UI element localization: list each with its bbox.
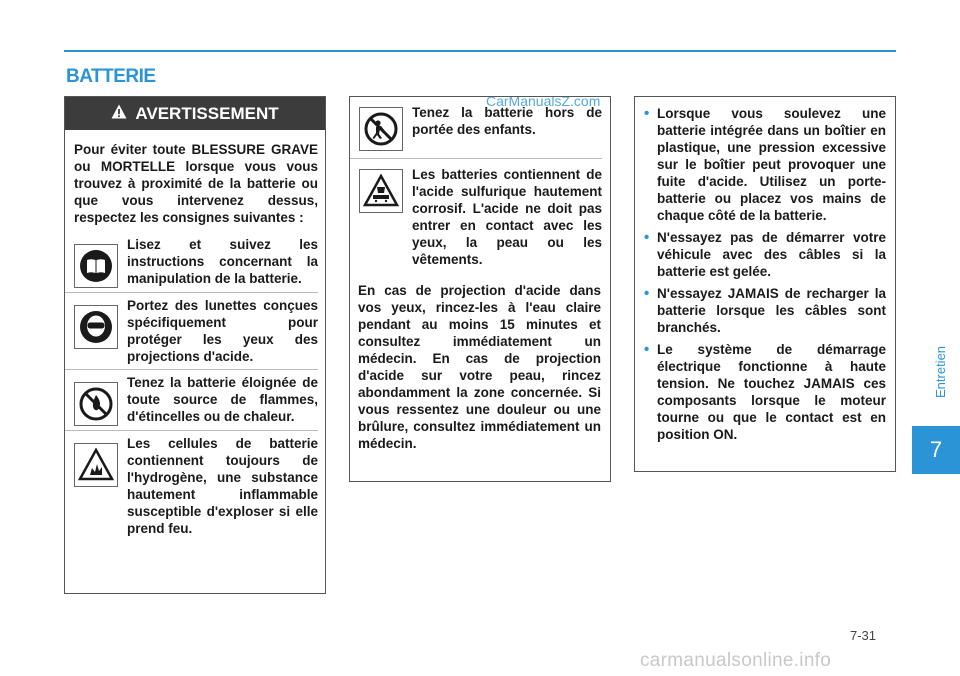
warning-item bbox=[65, 292, 318, 369]
section-title: BATTERIE bbox=[66, 66, 156, 87]
header-rule bbox=[64, 50, 896, 52]
children-acid-box bbox=[349, 96, 611, 482]
middle-item-text: Les batteries contiennent de l'acide sulfurique hautement corrosif. L'acide ne doit pas entrer en contact avec les yeux, la peau ou les vêtements. bbox=[412, 167, 602, 267]
watermark-bottom: carmanualsonline.info bbox=[640, 650, 832, 671]
middle-item bbox=[350, 158, 602, 275]
precaution-item: • N'essayez pas de démarrer votre véhicule avec des câbles si la batterie est gelée. bbox=[644, 229, 886, 280]
manual-book-icon bbox=[74, 244, 118, 288]
precaution-item: • Lorsque vous soulevez une batterie intégrée dans un boîtier en plastique, une pression excessive sur le boîtier peut provoquer une fuite d'acide. Utilisez un porte-batterie ou placez vos mains de chaque côté de la batterie. bbox=[644, 105, 886, 224]
warning-item bbox=[65, 369, 318, 430]
warning-intro: Pour éviter toute BLESSURE GRAVE ou MORTELLE lorsque vous vous trouvez à proximité de la batterie ou que vous intervenez dessus, respectez les consignes suivantes : bbox=[74, 142, 318, 225]
page-number: 7-31 bbox=[850, 628, 877, 643]
acid-first-aid-text: En cas de projection d'acide dans vos yeux, rincez-les à l'eau claire pendant au moins 15 minutes et consultez immédiatement un médecin. En cas de projection d'acide sur votre peau, rincez abondamment la zone concernée. Si vous ressentez une douleur ou une brûlure, consultez immédiatement un médecin. bbox=[358, 283, 601, 451]
precaution-item: • N'essayez JAMAIS de recharger la batterie lorsque les câbles sont branchés. bbox=[644, 285, 886, 336]
handling-precautions-box bbox=[634, 96, 896, 472]
middle-item bbox=[350, 97, 602, 158]
warning-item-text: Tenez la batterie éloignée de toute source de flammes, d'étincelles ou de chaleur. bbox=[127, 375, 318, 424]
chapter-tab: 7 bbox=[912, 426, 960, 474]
explosion-warning-icon bbox=[74, 443, 118, 487]
watermark-top: CarManualsZ.com bbox=[486, 93, 601, 109]
warning-item bbox=[65, 232, 318, 292]
warning-box bbox=[64, 96, 326, 594]
middle-item-text: Tenez la batterie hors de portée des enfants. bbox=[412, 105, 602, 137]
precaution-item: • Le système de démarrage électrique fonctionne à haute tension. Ne touchez JAMAIS ces composants lorsque le moteur tourne ou que le contact est en position ON. bbox=[644, 341, 886, 443]
no-flame-icon bbox=[74, 382, 118, 426]
precautions-list bbox=[644, 105, 886, 443]
warning-item-text: Portez des lunettes conçues spécifiquement pour protéger les yeux des projections d'acide. bbox=[127, 298, 318, 364]
warning-item-text: Les cellules de batterie contiennent toujours de l'hydrogène, une substance hautement inflammable susceptible d'exploser si elle prend feu. bbox=[127, 436, 318, 536]
corrosive-warning-icon bbox=[359, 169, 403, 213]
warning-item-text: Lisez et suivez les instructions concernant la manipulation de la batterie. bbox=[127, 237, 318, 286]
safety-goggles-icon bbox=[74, 305, 118, 349]
warning-header bbox=[65, 97, 325, 130]
warning-item bbox=[65, 430, 318, 541]
warning-title: AVERTISSEMENT bbox=[135, 103, 279, 123]
warning-triangle-icon bbox=[111, 104, 127, 123]
keep-away-children-icon bbox=[359, 107, 403, 151]
